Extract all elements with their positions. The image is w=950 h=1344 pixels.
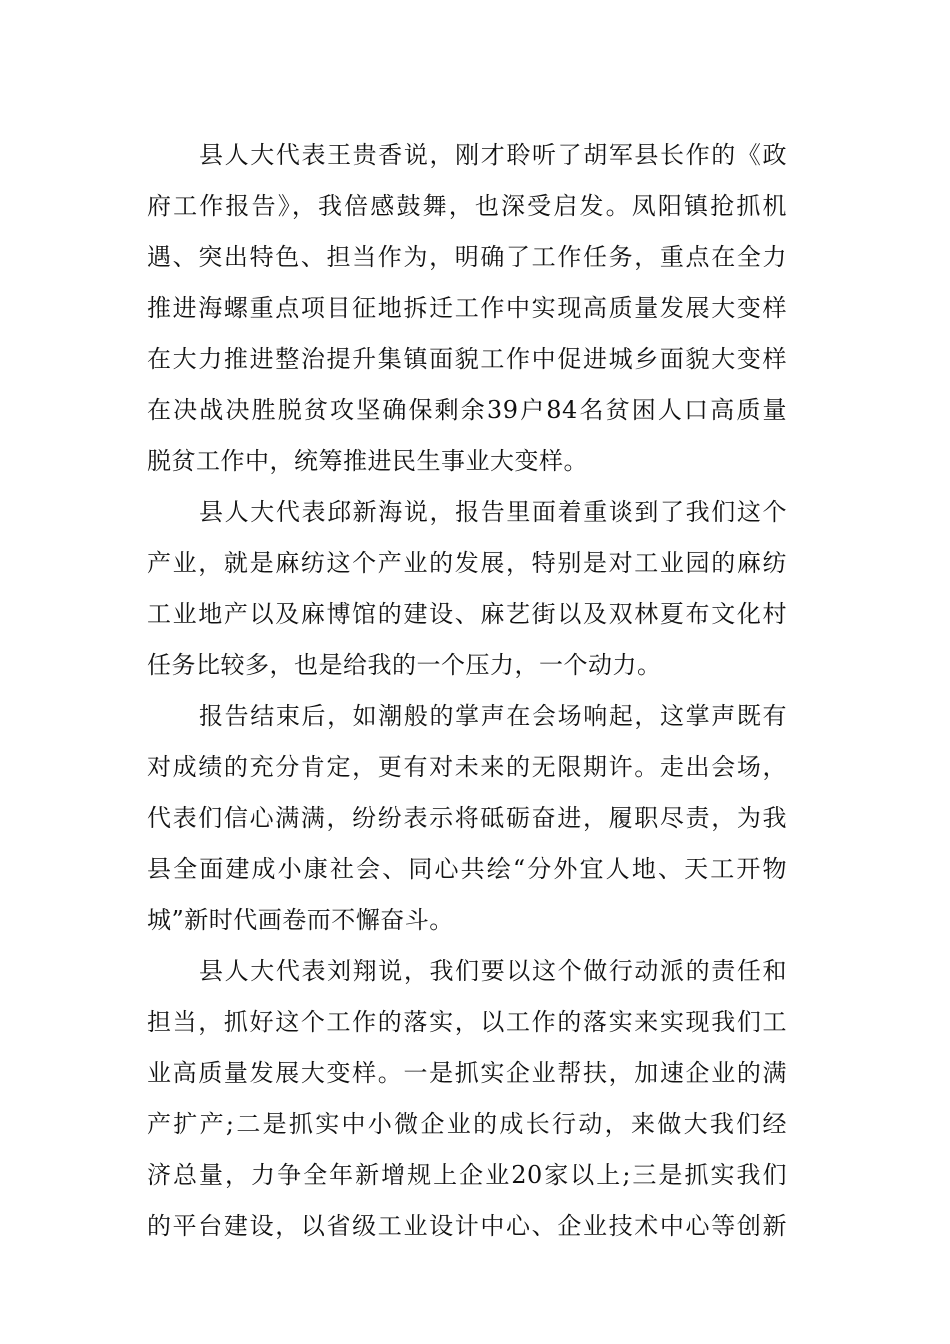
text-line: 业高质量发展大变样。一是抓实企业帮扶，加速企业的满 xyxy=(147,1059,787,1087)
paragraph-4 xyxy=(147,946,787,1252)
paragraph-3 xyxy=(147,691,787,946)
text-line: 推进海螺重点项目征地拆迁工作中实现高质量发展大变样 xyxy=(147,294,787,322)
text-line: 对成绩的充分肯定，更有对未来的无限期许。走出会场， xyxy=(147,753,787,781)
text-line: 产业，就是麻纺这个产业的发展，特别是对工业园的麻纺 xyxy=(147,549,787,577)
paragraph-1 xyxy=(147,130,787,487)
text-line: 济总量，力争全年新增规上企业20家以上;三是抓实我们 xyxy=(147,1161,787,1189)
text-line: 遇、突出特色、担当作为，明确了工作任务，重点在全力 xyxy=(147,243,787,271)
text-line: 县人大代表刘翔说，我们要以这个做行动派的责任和 xyxy=(199,957,787,985)
text-line: 县全面建成小康社会、同心共绘“分外宜人地、天工开物 xyxy=(147,855,787,883)
text-line: 县人大代表王贵香说，刚才聆听了胡军县长作的《政 xyxy=(199,141,787,169)
text-line: 的平台建设，以省级工业设计中心、企业技术中心等创新 xyxy=(147,1212,787,1240)
text-line: 产扩产;二是抓实中小微企业的成长行动，来做大我们经 xyxy=(147,1110,787,1138)
text-line: 县人大代表邱新海说，报告里面着重谈到了我们这个 xyxy=(199,498,787,526)
text-line: 工业地产以及麻博馆的建设、麻艺街以及双林夏布文化村 xyxy=(147,600,787,628)
text-line: 代表们信心满满，纷纷表示将砥砺奋进，履职尽责，为我 xyxy=(147,804,787,832)
text-line: 府工作报告》，我倍感鼓舞，也深受启发。凤阳镇抢抓机 xyxy=(147,192,787,220)
text-line: 报告结束后，如潮般的掌声在会场响起，这掌声既有 xyxy=(199,702,787,730)
document-body xyxy=(147,130,787,1252)
text-line: 任务比较多，也是给我的一个压力，一个动力。 xyxy=(147,651,662,679)
text-line: 在大力推进整治提升集镇面貌工作中促进城乡面貌大变样 xyxy=(147,345,787,373)
text-line: 脱贫工作中，统筹推进民生事业大变样。 xyxy=(147,447,588,475)
text-line: 在决战决胜脱贫攻坚确保剩余39户84名贫困人口高质量 xyxy=(147,396,787,424)
paragraph-2 xyxy=(147,487,787,691)
text-line: 城”新时代画卷而不懈奋斗。 xyxy=(147,906,454,934)
text-line: 担当，抓好这个工作的落实，以工作的落实来实现我们工 xyxy=(147,1008,787,1036)
